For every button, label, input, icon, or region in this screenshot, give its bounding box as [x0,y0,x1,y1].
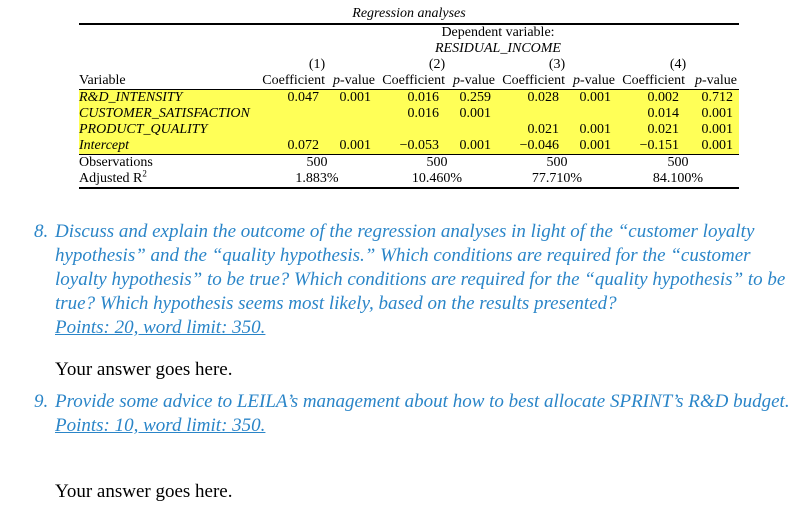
table-cell: 0.014 [617,106,685,122]
table-cell: 0.001 [565,138,617,155]
table-cell: 1.883% [257,171,377,188]
table-cell: 0.259 [445,90,497,107]
table-cell [325,106,377,122]
question-text: Discuss and explain the outcome of the regression analyses in light of the “customer loyalty hypothesis” and the “quality hypothesis.” Which conditions are required for the “customer loyalty hypothesis” to be true? Which conditions are required for the “quality hypothesis” to be true? Which hypothesis seems most likely, based on the results presented? Points: 20, word limit: 350. [55,221,786,338]
coef-header: Coefficient [377,73,445,90]
observations-label: Observations [79,155,153,170]
pvalue-header: p-value [685,73,739,90]
table-cell: 77.710% [497,171,617,188]
table-cell [497,106,565,122]
table-cell: 84.100% [617,171,739,188]
dependent-variable: RESIDUAL_INCOME [435,41,561,56]
pvalue-header: p-value [325,73,377,90]
coef-header: Coefficient [617,73,685,90]
adjusted-r2-label: Adjusted $R^2$ [79,171,257,188]
regression-grid [79,25,739,189]
table-cell [325,122,377,138]
table-cell: 0.021 [497,122,565,138]
table-cell: 0.021 [617,122,685,138]
row-variable-name: PRODUCT_QUALITY [79,122,257,138]
table-cell: 0.072 [257,138,325,155]
table-cell: 500 [306,155,328,170]
table-cell: 0.001 [325,90,377,107]
pvalue-header: p-value [565,73,617,90]
row-variable-name: Intercept [79,138,257,155]
row-variable-name: CUSTOMER_SATISFACTION [79,106,257,122]
table-cell: 0.001 [565,122,617,138]
regression-table [79,6,739,189]
answer-placeholder[interactable]: Your answer goes here. [55,359,233,380]
question-text: Provide some advice to LEILA’s management about how to best allocate SPRINT’s R&D budget. Points: 10, word limit: 350. [55,391,790,436]
table-cell: 0.016 [377,106,445,122]
table-cell: −0.046 [497,138,565,155]
question-number: 8. [34,221,49,242]
model-4-header: (4) [669,57,687,72]
table-cell [257,106,325,122]
table-cell: 0.002 [617,90,685,107]
table-cell [377,122,445,138]
table-row [79,106,739,122]
coef-header: Coefficient [257,73,325,90]
dependent-label: Dependent variable: [441,25,555,40]
table-cell: 500 [667,155,689,170]
table-cell [445,122,497,138]
model-3-header: (3) [548,57,566,72]
table-cell: 0.001 [685,122,739,138]
table-cell: 0.016 [377,90,445,107]
table-cell: 0.712 [685,90,739,107]
question-points: Points: 10, word limit: 350. [55,415,266,436]
table-cell: 500 [426,155,448,170]
table-cell: 0.028 [497,90,565,107]
table-cell [565,106,617,122]
table-cell: 0.001 [565,90,617,107]
table-row [79,122,739,138]
table-cell: 0.001 [445,106,497,122]
adjusted-r2-row [79,171,739,188]
table-cell: 500 [546,155,568,170]
table-cell: −0.053 [377,138,445,155]
table-row [79,138,739,155]
row-variable-name: R&D_INTENSITY [79,90,257,107]
pvalue-header: p-value [445,73,497,90]
table-cell: 0.001 [445,138,497,155]
table-cell: 0.001 [685,106,739,122]
model-1-header: (1) [308,57,326,72]
variable-header: Variable [79,73,257,90]
table-cell: −0.151 [617,138,685,155]
table-cell: 0.047 [257,90,325,107]
question-number: 9. [34,391,49,412]
observations-row [79,155,739,172]
table-cell: 0.001 [685,138,739,155]
coef-header: Coefficient [497,73,565,90]
answer-placeholder[interactable]: Your answer goes here. [55,481,233,502]
table-cell [257,122,325,138]
model-2-header: (2) [428,57,446,72]
table-cell: 10.460% [377,171,497,188]
table-cell: 0.001 [325,138,377,155]
table-title: Regression analyses [79,6,739,25]
column-header-row [79,73,739,90]
table-row [79,90,739,107]
question-points: Points: 20, word limit: 350. [55,317,266,338]
